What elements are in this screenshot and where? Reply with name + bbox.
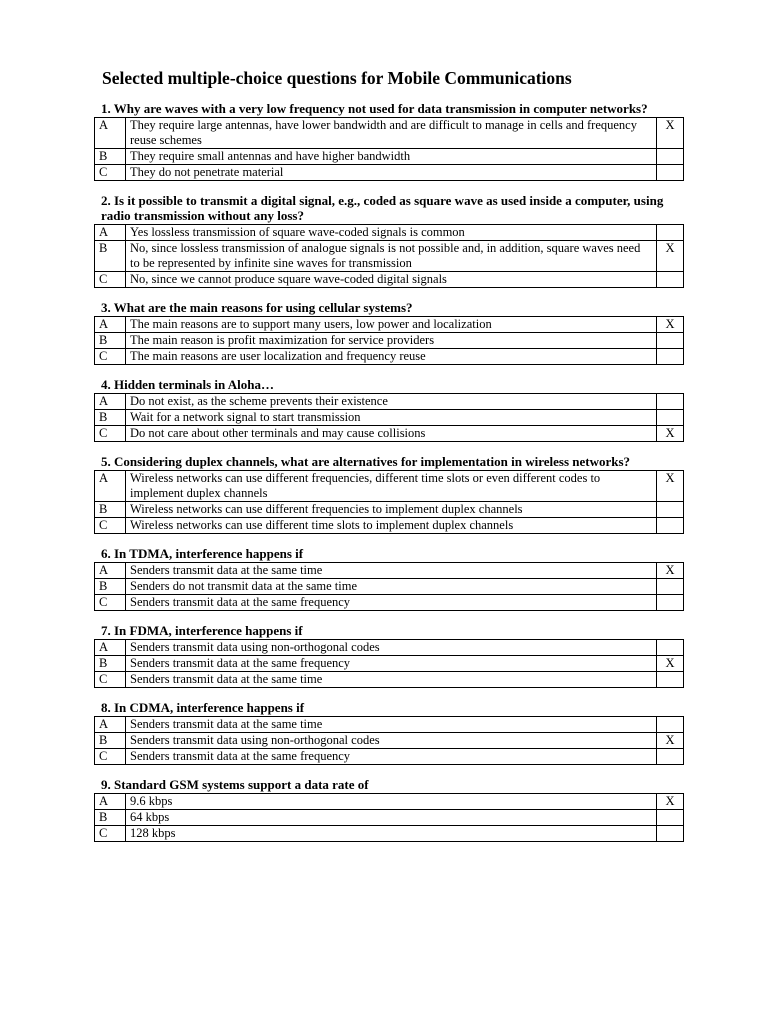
option-text: 64 kbps — [126, 810, 657, 826]
option-letter: C — [95, 165, 126, 181]
option-text: Senders transmit data using non-orthogonal codes — [126, 640, 657, 656]
answer-mark — [657, 502, 684, 518]
option-row — [95, 241, 684, 272]
option-row — [95, 656, 684, 672]
question-7 — [94, 623, 684, 688]
option-letter: B — [95, 733, 126, 749]
answer-mark — [657, 225, 684, 241]
answer-mark: X — [657, 118, 684, 149]
option-letter: A — [95, 118, 126, 149]
option-letter: A — [95, 394, 126, 410]
option-text: The main reason is profit maximization for service providers — [126, 333, 657, 349]
option-letter: C — [95, 349, 126, 365]
question-text: 7. In FDMA, interference happens if — [101, 623, 303, 638]
options-table — [94, 393, 684, 442]
option-letter: B — [95, 502, 126, 518]
option-row — [95, 595, 684, 611]
option-letter: B — [95, 410, 126, 426]
option-text: The main reasons are user localization and frequency reuse — [126, 349, 657, 365]
option-row — [95, 826, 684, 842]
question-3 — [94, 300, 684, 365]
option-text: No, since we cannot produce square wave-coded digital signals — [126, 272, 657, 288]
option-text: Senders transmit data at the same time — [126, 563, 657, 579]
option-letter: B — [95, 241, 126, 272]
option-row — [95, 518, 684, 534]
option-row — [95, 672, 684, 688]
option-text: Senders transmit data at the same time — [126, 672, 657, 688]
option-text: Do not care about other terminals and may cause collisions — [126, 426, 657, 442]
answer-mark — [657, 333, 684, 349]
option-row — [95, 794, 684, 810]
option-row — [95, 118, 684, 149]
option-letter: A — [95, 640, 126, 656]
question-text: 8. In CDMA, interference happens if — [101, 700, 305, 715]
answer-mark — [657, 272, 684, 288]
option-letter: A — [95, 563, 126, 579]
option-text: Wireless networks can use different frequencies to implement duplex channels — [126, 502, 657, 518]
answer-mark: X — [657, 241, 684, 272]
answer-mark — [657, 826, 684, 842]
option-letter: C — [95, 672, 126, 688]
question-5 — [94, 454, 684, 534]
question-6 — [94, 546, 684, 611]
option-letter: C — [95, 595, 126, 611]
answer-mark: X — [657, 426, 684, 442]
question-text: 3. What are the main reasons for using cellular systems? — [101, 300, 413, 315]
option-row — [95, 149, 684, 165]
question-text: 6. In TDMA, interference happens if — [101, 546, 304, 561]
option-text: Senders transmit data at the same frequency — [126, 749, 657, 765]
answer-mark: X — [657, 471, 684, 502]
option-text: Senders transmit data at the same frequency — [126, 595, 657, 611]
option-letter: B — [95, 333, 126, 349]
option-text: Senders transmit data at the same time — [126, 717, 657, 733]
option-letter: B — [95, 579, 126, 595]
question-8 — [94, 700, 684, 765]
question-text: 5. Considering duplex channels, what are alternatives for implementation in wireless networks? — [101, 454, 631, 469]
option-letter: A — [95, 794, 126, 810]
answer-mark: X — [657, 794, 684, 810]
options-table — [94, 793, 684, 842]
option-text: Wireless networks can use different frequencies, different time slots or even different codes to implement duplex channels — [126, 471, 657, 502]
option-text: No, since lossless transmission of analogue signals is not possible and, in addition, square waves need to be represented by infinite sine waves for transmission — [126, 241, 657, 272]
option-text: Senders do not transmit data at the same time — [126, 579, 657, 595]
option-text: Wireless networks can use different time slots to implement duplex channels — [126, 518, 657, 534]
option-text: Yes lossless transmission of square wave-coded signals is common — [126, 225, 657, 241]
options-table — [94, 639, 684, 688]
option-row — [95, 410, 684, 426]
question-4 — [94, 377, 684, 442]
option-letter: A — [95, 471, 126, 502]
option-row — [95, 733, 684, 749]
answer-mark — [657, 672, 684, 688]
answer-mark — [657, 349, 684, 365]
answer-mark — [657, 640, 684, 656]
option-row — [95, 502, 684, 518]
answer-mark — [657, 749, 684, 765]
option-row — [95, 349, 684, 365]
answer-mark: X — [657, 656, 684, 672]
options-table — [94, 316, 684, 365]
option-text: 128 kbps — [126, 826, 657, 842]
option-text: Do not exist, as the scheme prevents their existence — [126, 394, 657, 410]
question-text: 4. Hidden terminals in Aloha… — [101, 377, 274, 392]
question-9 — [94, 777, 684, 842]
answer-mark — [657, 717, 684, 733]
option-text: Wait for a network signal to start transmission — [126, 410, 657, 426]
option-row — [95, 810, 684, 826]
answer-mark — [657, 394, 684, 410]
question-text: 9. Standard GSM systems support a data rate of — [101, 777, 369, 792]
option-text: They require small antennas and have higher bandwidth — [126, 149, 657, 165]
question-2 — [94, 193, 684, 288]
option-row — [95, 317, 684, 333]
option-letter: B — [95, 149, 126, 165]
option-letter: B — [95, 810, 126, 826]
option-row — [95, 225, 684, 241]
option-text: Senders transmit data using non-orthogonal codes — [126, 733, 657, 749]
option-text: Senders transmit data at the same frequency — [126, 656, 657, 672]
option-row — [95, 394, 684, 410]
question-1 — [94, 101, 684, 181]
option-row — [95, 749, 684, 765]
option-row — [95, 579, 684, 595]
question-text: 2. Is it possible to transmit a digital signal, e.g., coded as square wave as used inside a computer, using radio transmission without any loss? — [101, 193, 664, 223]
option-letter: C — [95, 518, 126, 534]
options-table — [94, 470, 684, 534]
answer-mark — [657, 518, 684, 534]
question-text: 1. Why are waves with a very low frequency not used for data transmission in computer networks? — [101, 101, 648, 116]
option-text: The main reasons are to support many users, low power and localization — [126, 317, 657, 333]
option-letter: A — [95, 717, 126, 733]
option-row — [95, 165, 684, 181]
option-letter: A — [95, 317, 126, 333]
option-row — [95, 272, 684, 288]
option-row — [95, 717, 684, 733]
option-text: They require large antennas, have lower bandwidth and are difficult to manage in cells and frequency reuse schemes — [126, 118, 657, 149]
options-table — [94, 117, 684, 181]
answer-mark — [657, 410, 684, 426]
options-table — [94, 716, 684, 765]
answer-mark: X — [657, 563, 684, 579]
option-text: They do not penetrate material — [126, 165, 657, 181]
document-title: Selected multiple-choice questions for Mobile Communications — [102, 68, 572, 88]
option-letter: C — [95, 426, 126, 442]
answer-mark: X — [657, 733, 684, 749]
answer-mark — [657, 595, 684, 611]
option-text: 9.6 kbps — [126, 794, 657, 810]
answer-mark — [657, 165, 684, 181]
option-letter: C — [95, 826, 126, 842]
option-letter: B — [95, 656, 126, 672]
option-letter: A — [95, 225, 126, 241]
option-letter: C — [95, 749, 126, 765]
answer-mark — [657, 149, 684, 165]
option-row — [95, 563, 684, 579]
options-table — [94, 224, 684, 288]
option-row — [95, 426, 684, 442]
options-table — [94, 562, 684, 611]
answer-mark: X — [657, 317, 684, 333]
answer-mark — [657, 810, 684, 826]
option-row — [95, 333, 684, 349]
answer-mark — [657, 579, 684, 595]
option-letter: C — [95, 272, 126, 288]
option-row — [95, 640, 684, 656]
option-row — [95, 471, 684, 502]
